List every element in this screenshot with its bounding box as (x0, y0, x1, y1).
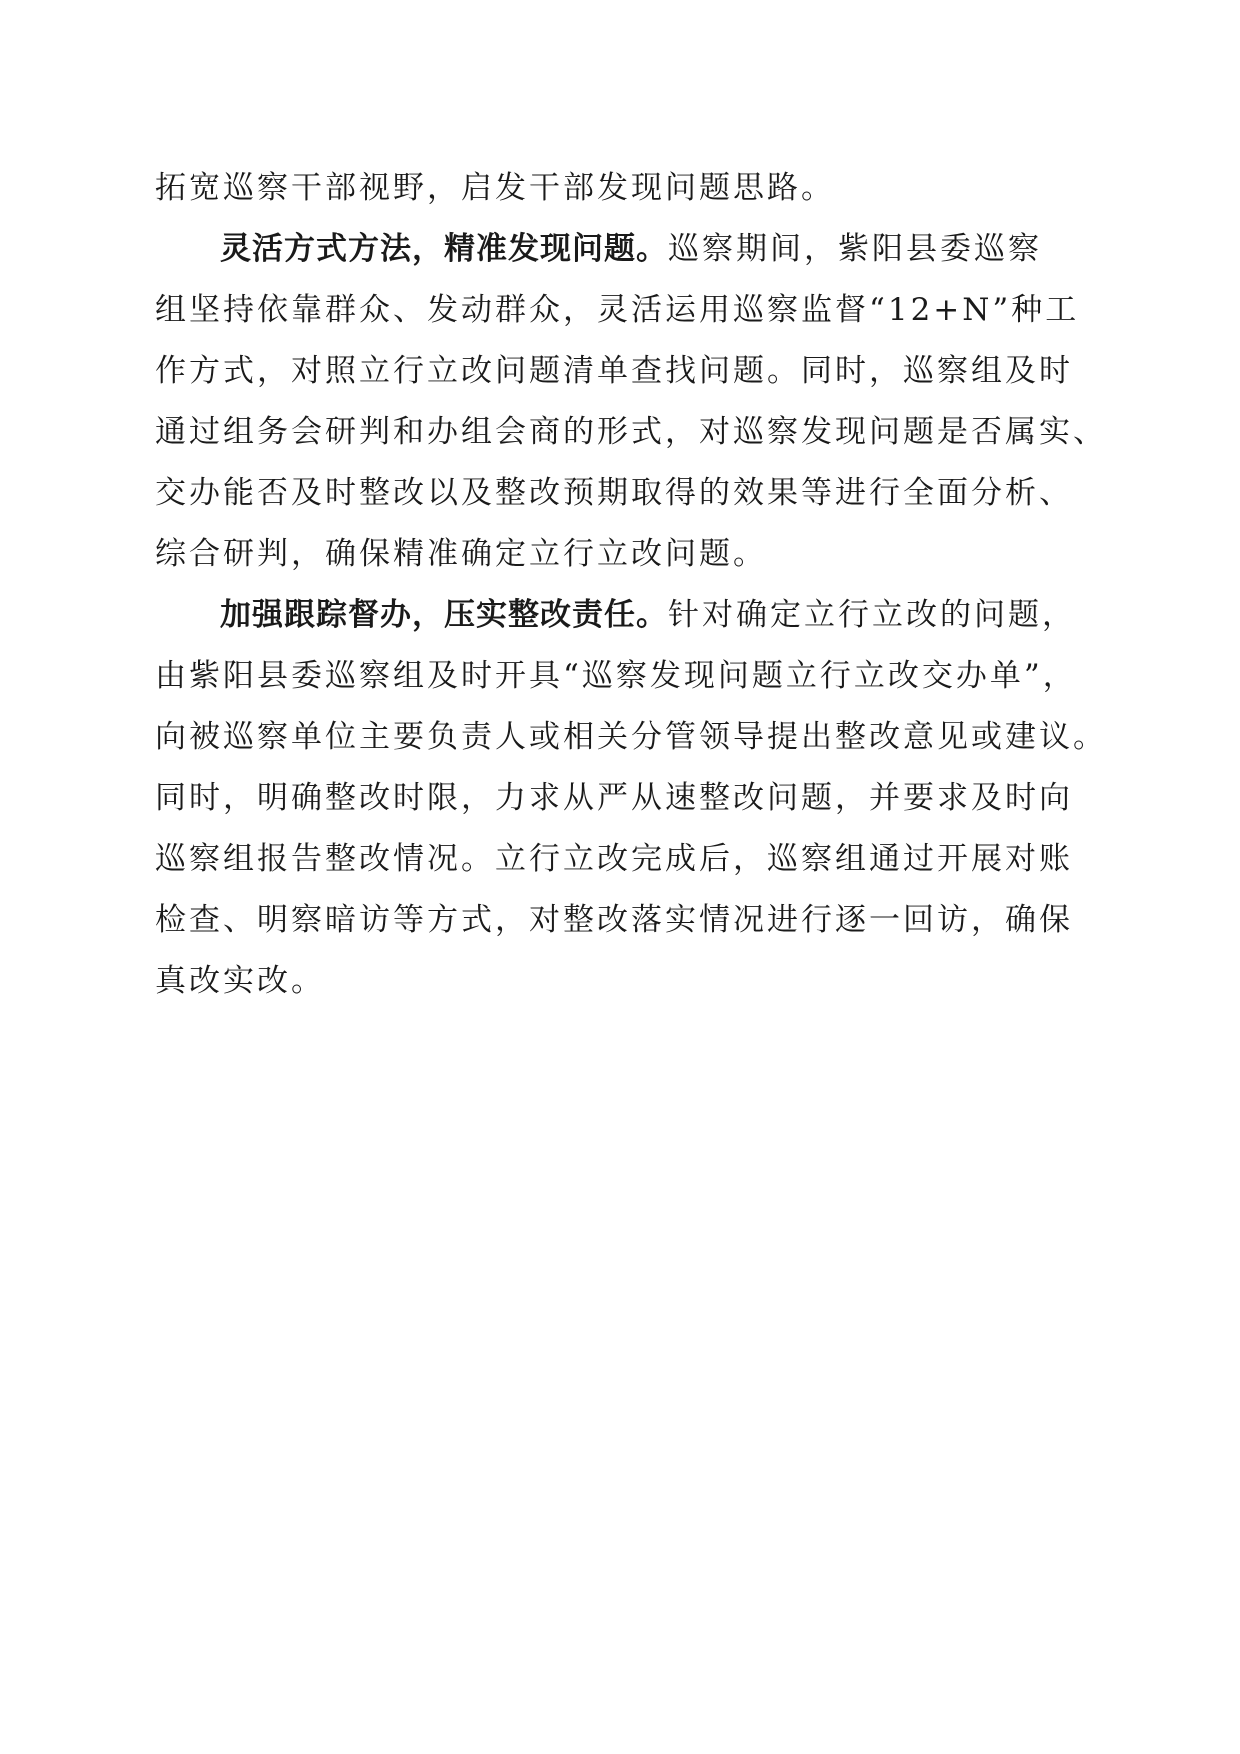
paragraph-line: 同时，明确整改时限，力求从严从速整改问题，并要求及时向 (155, 780, 1073, 816)
paragraph-text: 针对确定立行立改的问题， (668, 597, 1076, 633)
paragraph-line: 作方式，对照立行立改问题清单查找问题。同时，巡察组及时 (155, 353, 1073, 389)
paragraph-text: 巡察期间，紫阳县委巡察 (668, 231, 1042, 267)
section-heading: 加强跟踪督办，压实整改责任。 (220, 597, 668, 633)
paragraph-line: 通过组务会研判和办组会商的形式，对巡察发现问题是否属实、 (155, 414, 1107, 450)
section-heading: 灵活方式方法，精准发现问题。 (220, 231, 668, 267)
paragraph-line: 向被巡察单位主要负责人或相关分管领导提出整改意见或建议。 (155, 719, 1107, 755)
paragraph-line: 组坚持依靠群众、发动群众，灵活运用巡察监督“12+N”种工 (155, 292, 1080, 328)
paragraph-line (220, 595, 1170, 635)
paragraph-line: 拓宽巡察干部视野，启发干部发现问题思路。 (155, 170, 835, 206)
paragraph-line: 检查、明察暗访等方式，对整改落实情况进行逐一回访，确保 (155, 902, 1073, 938)
paragraph-line: 交办能否及时整改以及整改预期取得的效果等进行全面分析、 (155, 475, 1073, 511)
paragraph-line (220, 229, 1170, 269)
paragraph-line: 综合研判，确保精准确定立行立改问题。 (155, 536, 767, 572)
paragraph-line: 真改实改。 (155, 963, 325, 999)
paragraph-line: 巡察组报告整改情况。立行立改完成后，巡察组通过开展对账 (155, 841, 1073, 877)
paragraph-line: 由紫阳县委巡察组及时开具“巡察发现问题立行立改交办单”， (155, 658, 1077, 694)
